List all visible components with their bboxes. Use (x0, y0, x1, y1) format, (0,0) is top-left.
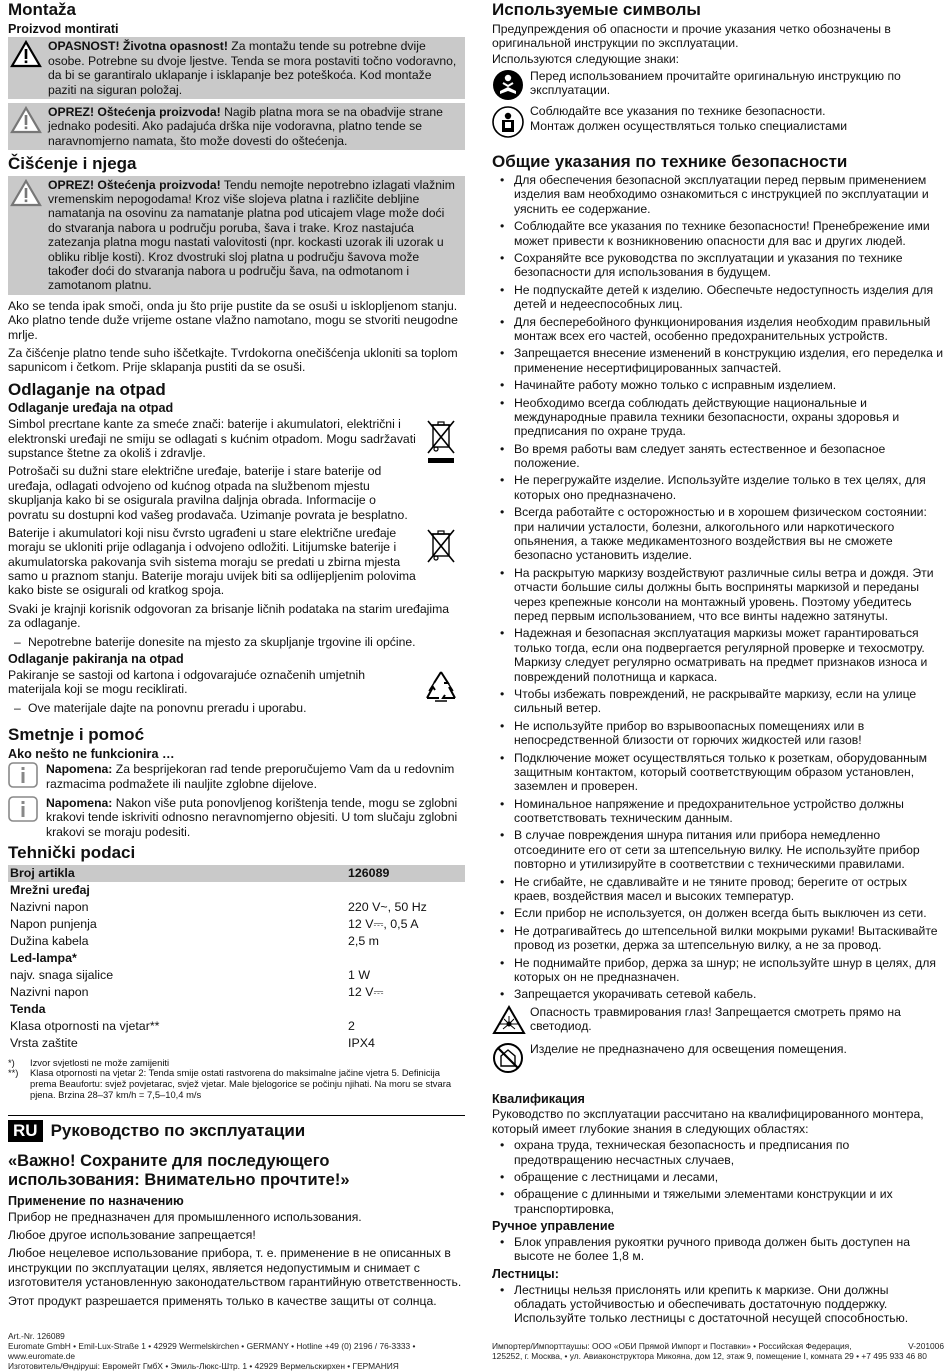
table-value-cell: 2,5 m (348, 933, 379, 948)
safety-item: • Не подпускайте детей к изделию. Обеспечьте недоступность изделия для детей и недееспособных лиц. (492, 283, 944, 312)
safety-item: • Для обеспечения безопасной эксплуатации перед первым применением изделия вам необходимо ознакомиться с инструкцией по эксплуатации и уяснить ее содержание. (492, 173, 944, 216)
paragraph: Simbol precrtane kante za smeće znači: baterije i akumulatori, električni i elektronski uređaji ne smiju se odlagati s kućnim otpadom. Mogu sadržavati supstance štetne za okoliš i zdravlje. (8, 417, 416, 460)
manual-control-list (492, 1235, 944, 1264)
safety-item: • Подключение может осуществляться только к розеткам, оборудованным защитным контактом, который соответствующим образом установлен, заземлен и проверен. (492, 751, 944, 794)
table-header-cell: 126089 (346, 865, 465, 882)
note-label: Napomena: (46, 795, 113, 810)
paragraph: Potrošači su dužni stare električne uređaje, baterije i stare baterije od uređaja, odlagati odvojeno od kućnog otpada na službenom mjestu skupljanja kako bi se osigurala pravilna daljnja obrada. Informacije o povratu su dostupni kod vašeg prodavača. Uzimanje povrata je besplatno. (8, 464, 408, 522)
section-title-smetnje: Smetnje i pomoć (8, 725, 145, 745)
subheading-ladders: Лестницы: (492, 1266, 559, 1281)
note-text: Nakon više puta ponovljenog korištenja tende, mogu se zglobni krakovi tende iskriviti odnosno neravnomjerno objesiti. U tom slučaju zglobni krakovi se moraju podesiti. (46, 795, 458, 839)
paragraph: Pakiranje se sastoji od kartona i odgovarajuće označenih umjetnih materijala koji se mogu reciklirati. (8, 667, 366, 697)
table-value-cell: 2 (348, 1018, 355, 1033)
table-row (8, 899, 465, 916)
safety-item: • В случае повреждения шнура питания или прибора немедленно отсоедините его от сети за штепсельную вилку. Не используйте прибор повторно и утилизируйте в соответствии с техническими правилами. (492, 828, 944, 871)
table-value-cell: 220 V~, 50 Hz (348, 899, 427, 914)
right-column (492, 0, 944, 1329)
paragraph: Za čišćenje platno tende suho iščetkajte. Tvrdokorna onečišćenja ukloniti sa toplom sapunicom i četkom. Prije sklapanja pustiti da se osuši. (8, 345, 458, 375)
table-value-cell: IPX4 (348, 1035, 375, 1050)
laser-warning-icon (492, 1005, 530, 1038)
table-key-cell: Vrsta zaštite (10, 1035, 78, 1050)
list-item: • Блок управления рукоятки ручного привода должен быть доступен на высоте не более 1,8 м. (492, 1235, 944, 1264)
safety-item: • Номинальное напряжение и предохранительное устройство должны соответствовать техническим данным. (492, 797, 944, 826)
symbol-row (492, 104, 944, 141)
important-notice: «Важно! Сохраните для последующего использования: Внимательно прочтите!» (8, 1151, 350, 1189)
note-box (8, 796, 465, 839)
importer-line: Импортер/Импорттаушы: ООО «ОБИ Прямой Импорт и Поставки» • Российская Федерация, (492, 1341, 852, 1351)
article-number: Art.-Nr. 126089 (8, 1331, 65, 1341)
table-value-cell: 12 V⎓ (348, 984, 384, 999)
section-title-ciscenje: Čišćenje i njega (8, 154, 137, 174)
note-text: Za besprijekoran rad tende preporučujemo Vam da u redovnim razmacima podmažete ili nauljite zglobne dijelove. (46, 762, 455, 791)
version-code: V-201006 (908, 1341, 944, 1351)
table-value-cell (346, 950, 465, 967)
paragraph: Svaki je krajnji korisnik odgovoran za brisanje ličnih podataka na starim uređajima za odlaganje. (8, 601, 449, 631)
left-column (8, 0, 465, 1312)
paragraph: Предупреждения об опасности и прочие указания четко обозначены в оригинальной инструкции по эксплуатации. (492, 21, 891, 50)
table-value-cell: 12 V⎓, 0,5 A (348, 916, 419, 931)
symbol-text: Соблюдайте все указания по технике безопасности. (530, 104, 826, 119)
importer-address: 125252, г. Москва, • ул. Авиаконструктора Микояна, дом 12, этаж 9, помещение I, комната 29 • +7 495 933 46 80 (492, 1351, 927, 1362)
table-key-cell: Led-lampa* (10, 950, 77, 965)
section-title-montaza: Montaža (8, 0, 76, 19)
table-row (8, 1018, 465, 1035)
table-header-row (8, 865, 465, 882)
footer-address: Euromate GmbH • Emil-Lux-Straße 1 • 42929 Wermelskirchen • GERMANY • Hotline +49 (0) 2196 / 76-3333 • www.euromate.de (8, 1341, 416, 1362)
table-key-cell: Dužina kabela (10, 933, 89, 948)
tech-data-table (8, 865, 465, 1052)
subheading-odlaganje-pakiranja: Odlaganje pakiranja na otpad (8, 652, 184, 667)
table-value-cell (346, 1001, 465, 1018)
paragraph: Этот продукт разрешается применять только в качестве защиты от солнца. (8, 1293, 437, 1308)
disposal-block-1 (8, 417, 465, 526)
safety-item: • Если прибор не используется, он должен всегда быть выключен из сети. (492, 906, 944, 920)
list-item: • Лестницы нельзя прислонять или крепить к маркизе. Они должны обладать устойчивостью и обеспечивать достаточную поддержку. Используйте только лестницы с достаточной несущей способностью. (492, 1283, 944, 1326)
footer-left (8, 1331, 478, 1371)
safety-item: • Для бесперебойного функционирования изделия необходим правильный монтаж всех его частей, особенно предохранительных устройств. (492, 315, 944, 344)
warning-label: OPASNOST! Životna opasnost! (48, 39, 228, 54)
ru-section-header (8, 1115, 465, 1142)
table-group-row (8, 882, 465, 899)
warning-box-danger (8, 37, 465, 99)
safety-list (492, 173, 944, 1002)
paragraph: Используются следующие знаки: (492, 52, 680, 67)
footnote-mark: *) (8, 1056, 15, 1068)
table-row (8, 933, 465, 950)
note-box (8, 762, 465, 791)
safety-item: • Не используйте прибор во взрывоопасных помещениях или в непосредственной близости от горючих жидкостей или газов! (492, 719, 944, 748)
specialist-icon (492, 104, 530, 141)
footnote-text: Izvor svjetlosti ne može zamijeniti (30, 1056, 170, 1068)
symbol-text: Изделие не предназначено для освещения помещения. (530, 1042, 847, 1057)
ladders-list (492, 1283, 944, 1326)
footer-address-ru: Изготовитель/Өндіруші: Евромейт ГмбХ • Эмиль-Люкс-Штр. 1 • 42929 Вермельскирхен • ГЕРМАНИЯ (8, 1361, 399, 1371)
caution-triangle-icon (10, 105, 48, 148)
caution-text: Nagib platna mora se na obadvije strane jednako podesiti. Ako padajuća drška nije vodoravna, platno tende se naravnomjerno namata, što može dovesti do oštećenja. (48, 104, 443, 148)
crossed-bin-icon (417, 417, 465, 526)
qualification-list (492, 1138, 944, 1216)
language-badge: RU (8, 1120, 43, 1142)
crossed-bin-icon (417, 526, 465, 602)
symbol-text: Монтаж должен осуществляться только специалистами (530, 118, 848, 133)
symbol-row (492, 1005, 944, 1038)
safety-item: • Не перегружайте изделие. Используйте изделие только в тех целях, для которых оно предназначено. (492, 473, 944, 502)
subheading-qualification: Квалификация (492, 1091, 585, 1106)
safety-item: • Запрещается внесение изменений в конструкцию изделия, его переделка и применение несертифицированных запчастей. (492, 346, 944, 375)
table-value-cell: 1 W (348, 967, 371, 982)
footnote (8, 1068, 465, 1100)
packaging-block (8, 668, 465, 718)
recycle-icon (417, 668, 465, 718)
section-title-safety: Общие указания по технике безопасности (492, 151, 848, 171)
symbol-row (492, 69, 944, 104)
qualification-item: • обращение с лестницами и лесами, (492, 1170, 944, 1184)
symbol-text: Опасность травмирования глаз! Запрещается смотреть прямо на светодиод. (530, 1004, 901, 1034)
table-key-cell: Nazivni napon (10, 899, 89, 914)
warning-box-cleaning (8, 176, 465, 295)
table-row (8, 967, 465, 984)
paragraph: Ako se tenda ipak smoči, onda ju što prije pustite da se osuši u isklopljenom stanju. Ako platno tende duže vrijeme ostane vlažno namotano, mogu se stvoriti neugodne mrlje. (8, 298, 458, 342)
paragraph: Прибор не предназначен для промышленного использования. (8, 1209, 362, 1224)
safety-item: • Всегда работайте с осторожностью и в хорошем физическом состоянии: при наличии усталости, болезни, алкогольного или наркотического опьянения, а также медикаментозного воздействия вы не сможете безопасно установить изделие. (492, 505, 944, 563)
symbol-row (492, 1042, 944, 1077)
note-label: Napomena: (46, 762, 113, 777)
footnote-mark: **) (8, 1067, 19, 1079)
safety-item: • Не дотрагивайтесь до штепсельной вилки мокрыми руками! Вытаскивайте провод из розетки, держа за штепсельную вилку, а не за провод. (492, 924, 944, 953)
paragraph: Руководство по эксплуатации рассчитано на квалифицированного монтера, который имеет глубокие знания в следующих областях: (492, 1107, 924, 1136)
paragraph: Baterije i akumulatori koji nisu čvrsto ugrađeni u stare električne uređaje moraju se ukloniti prije odlaganja i odvojeno odložiti. Litijumske baterije i akumulatorska pakovanja svih sistema moraju se predati u zbirna mjesta samo u praznom stanju. Baterije moraju uvijek biti sa odlijepljenim polovima kako biste se osigurali od kratkog spoja. (8, 525, 416, 598)
subheading-intended-use: Применение по назначению (8, 1193, 184, 1208)
safety-item: • На раскрытую маркизу воздействуют различные силы ветра и дождя. Эти отчасти большие силы должны быть восприняты маркизой и переданы через крепежные консоли на монтажный уровень. Поэтому убедитесь перед первым использованием, что все винты надежно затянуты. (492, 566, 944, 624)
safety-item: • Сохраняйте все руководства по эксплуатации и указания по технике безопасности для использования в будущем. (492, 251, 944, 280)
table-header-cell: Broj artikla (8, 865, 346, 882)
symbol-text: Перед использованием прочитайте оригинальную инструкцию по эксплуатации. (530, 68, 901, 98)
qualification-item: • охрана труда, техническая безопасность и предписания по предотвращению несчастных случаев, (492, 1138, 944, 1167)
safety-item: • Не поднимайте прибор, держа за шнур; не используйте шнур в целях, для которых он не предназначен. (492, 956, 944, 985)
table-group-row (8, 950, 465, 967)
subheading-ako-nesto: Ako nešto ne funkcionira … (8, 746, 175, 761)
table-row (8, 1035, 465, 1052)
caution-triangle-icon (10, 178, 48, 293)
disposal-block-2 (8, 526, 465, 602)
ru-manual-title: Руководство по эксплуатации (50, 1120, 306, 1140)
section-title-tech: Tehnički podaci (8, 843, 136, 863)
no-room-lighting-icon (492, 1042, 530, 1077)
caution-text: Tendu nemojte nepotrebno izlagati vlažnim vremenskim nepogodama! Kroz više slojeva platna i različite debljine namatanja na osovinu za namatanje platna pod uticajem vlage može doći do stvaranja nabora u području poruba, šava i trake. Kroz nastajuća zatezanja platna mogu nastati valovitosti (npr. kockasti uzorak ili uzorak u obliku riblje kosti). Kroz dvostruki sloj platna u području šavova može također doći do stvaranja nabora u području šava, na odmotanom i zamotanom platnu. (48, 177, 455, 293)
subheading-odlaganje-uredaja: Odlaganje uređaja na otpad (8, 401, 174, 416)
qualification-item: • обращение с длинными и тяжелыми элементами конструкции и их транспортировка, (492, 1187, 944, 1216)
safety-item: • Необходимо всегда соблюдать действующие национальные и международные правила техники безопасности, охраны здоровья и предписания по охране труда. (492, 396, 944, 439)
info-icon (8, 796, 46, 839)
section-title-otpad: Odlaganje na otpad (8, 379, 166, 399)
table-key-cell: najv. snaga sijalice (10, 967, 114, 982)
safety-item: • Надежная и безопасная эксплуатация маркизы может гарантироваться только тогда, если она подвергается регулярной проверке и техосмотру. Маркизу следует регулярно осматривать на предмет признаков износа и повреждений полотнища и каркаса. (492, 626, 944, 684)
caution-label: OPREZ! Oštećenja proizvoda! (48, 177, 221, 192)
table-key-cell: Napon punjenja (10, 916, 97, 931)
safety-item: • Чтобы избежать повреждений, не раскрывайте маркизу, если на улице сильный ветер. (492, 687, 944, 716)
footer-right (492, 1341, 952, 1361)
warning-text: Za montažu tende su potrebne dvije osobe. Potrebne su dvoje ljestve. Tenda se mora postaviti točno vodoravno, da bi se garantiralo uklapanje i isklapanje bez poteškoća. Kod montaže paziti na siguran položaj. (48, 39, 457, 97)
dash-item: – Nepotrebne baterije donesite na mjesto za skupljanje trgovine ili općine. (8, 635, 465, 649)
safety-item: • Начинайте работу можно только с исправным изделием. (492, 378, 944, 392)
subheading-manual-control: Ручное управление (492, 1219, 615, 1234)
table-group-row (8, 1001, 465, 1018)
footnotes (8, 1058, 465, 1101)
safety-item: • Не сгибайте, не сдавливайте и не тяните провод; берегите от острых краев, воздействия масел и высоких температур. (492, 875, 944, 904)
safety-item: • Запрещается укорачивать сетевой кабель. (492, 987, 944, 1001)
info-icon (8, 762, 46, 791)
paragraph: Любое другое использование запрещается! (8, 1228, 256, 1243)
caution-label: OPREZ! Oštećenja proizvoda! (48, 104, 221, 119)
table-key-cell: Nazivni napon (10, 984, 89, 999)
paragraph: Любое нецелевое использование прибора, т. е. применение в не описанных в инструкции по эксплуатации целях, является недопустимым и снимает с изготовителя установленную законодательством гарантийную ответственность. (8, 1246, 462, 1290)
table-key-cell: Klasa otpornosti na vjetar** (10, 1018, 160, 1033)
safety-item: • Во время работы вам следует занять естественное и безопасное положение. (492, 442, 944, 471)
subheading-proizvod-montirati: Proizvod montirati (8, 21, 119, 36)
safety-item: • Соблюдайте все указания по технике безопасности! Пренебрежение ими может привести к возникновению опасности для вас и других людей. (492, 219, 944, 248)
table-row (8, 984, 465, 1001)
table-key-cell: Tenda (10, 1001, 46, 1016)
warning-triangle-icon (10, 39, 48, 97)
dash-item: – Ove materijale dajte na ponovnu preradu i uporabu. (8, 701, 417, 715)
table-key-cell: Mrežni uređaj (10, 882, 90, 897)
table-row (8, 916, 465, 933)
table-value-cell (346, 882, 465, 899)
read-manual-icon (492, 69, 530, 104)
section-title-symbols: Используемые символы (492, 0, 701, 19)
footnote-text: Klasa otpornosti na vjetar 2: Tenda smije ostati rastvorena do maksimalne jačine vjetra 5. Definicija prema Beaufortu: svjež povjetarac, svjež vjetar. Male bjelogorice se počinju njihati. Na moru se stvara pjena. Brzina 28–37 km/h = 7,5–10,4 m/s (30, 1067, 452, 1101)
warning-box-caution (8, 103, 465, 150)
